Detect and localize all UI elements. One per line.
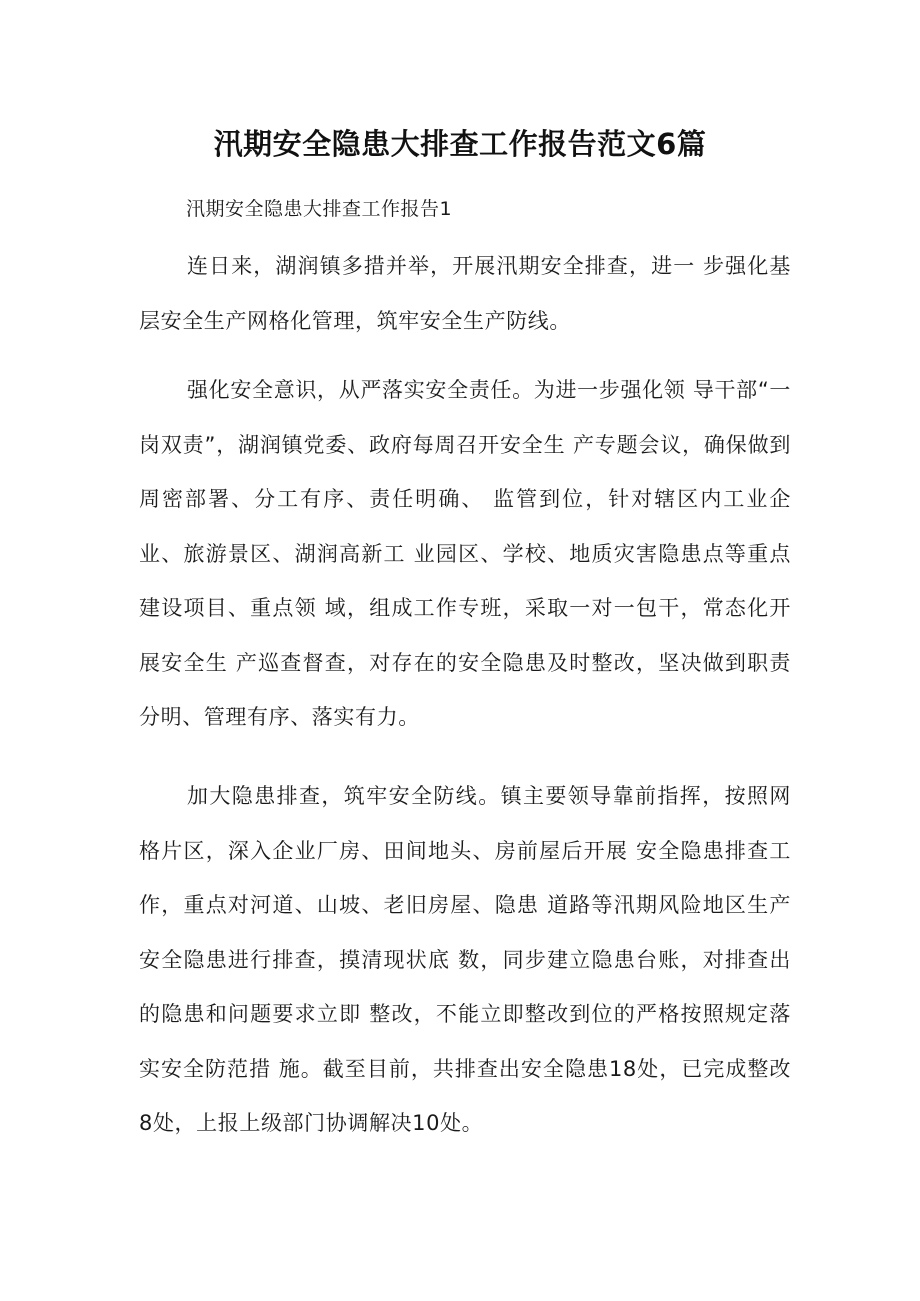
- paragraph-intro: 连日来，湖润镇多措并举，开展汛期安全排查，进一 步强化基层安全生产网格化管理，筑牢安全生产防线。: [139, 254, 791, 333]
- section-heading: 汛期安全隐患大排查工作报告1: [186, 198, 453, 220]
- paragraph-hazard-inspection: 加大隐患排查，筑牢安全防线。镇主要领导靠前指挥，按照网格片区，深入企业厂房、田间地头、房前屋后开展 安全隐患排查工作，重点对河道、山坡、老旧房屋、隐患 道路等汛期风险地区生产安全隐患进行排查，摸清现状底 数，同步建立隐患台账，对排查出的隐患和问题要求立即 整改，不能立即整改到位的严格按照规定落实安全防范措 施。截至目前，共排查出安全隐患18处，已完成整改8处，上报上级部门协调解决10处。: [139, 784, 791, 1135]
- document-title: 汛期安全隐患大排查工作报告范文6篇: [213, 127, 707, 161]
- paragraph-safety-awareness: 强化安全意识，从严落实安全责任。为进一步强化领 导干部“一岗双责”，湖润镇党委、政府每周召开安全生 产专题会议，确保做到周密部署、分工有序、责任明确、 监管到位，针对辖区内工业企业、旅游景区、湖润高新工 业园区、学校、地质灾害隐患点等重点建设项目、重点领 域，组成工作专班，采取一对一包干，常态化开展安全生 产巡查督查，对存在的安全隐患及时整改，坚决做到职责 分明、管理有序、落实有力。: [139, 378, 791, 729]
